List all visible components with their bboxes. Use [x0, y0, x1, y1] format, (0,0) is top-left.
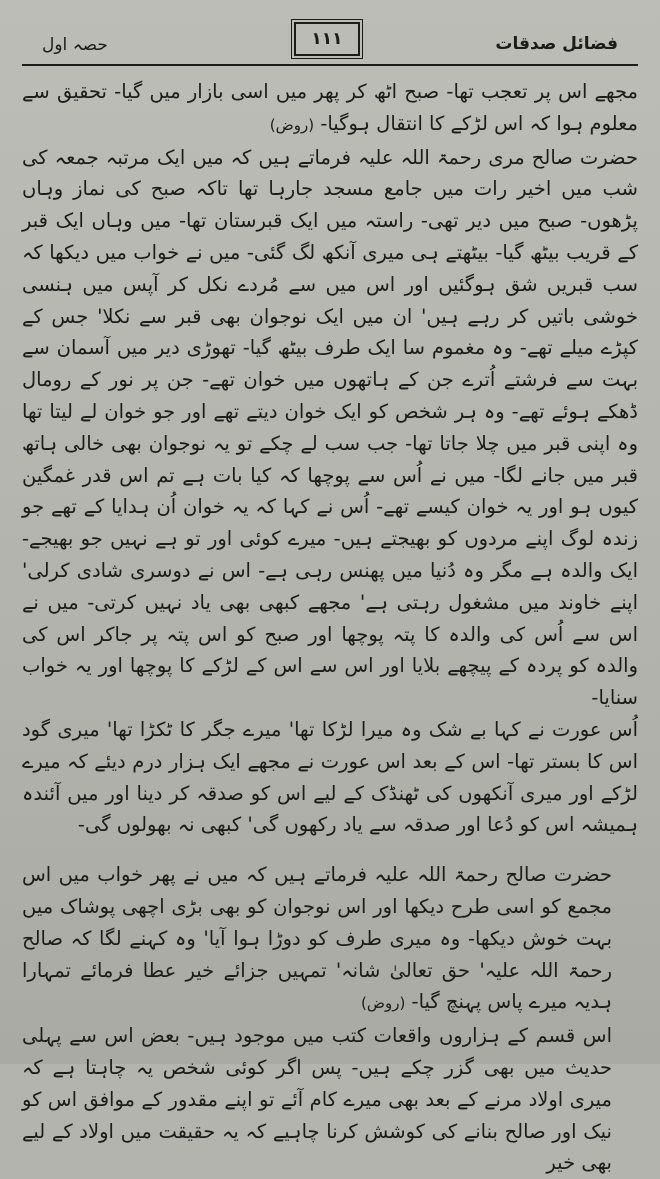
- reference-citation: (روض): [269, 115, 315, 134]
- section-label: حصہ اول: [42, 35, 108, 55]
- page-header: [0, 18, 660, 68]
- paragraph: اس قسم کے ہزاروں واقعات کتب میں موجود ہیں- بعض اس سے پہلی حدیث میں بھی گزر چکے ہیں- پس اگر کوئی شخص یہ چاہتا ہے کہ میری اولاد مرنے کے بعد بھی میرے کام آئے تو اپنے مقدور کے موافق اس کو نیک اور صالح بنانے کی کوشش کرنا چاہیے کہ یہ حقیقت میں اولاد کے لیے بھی خیر: [22, 1024, 612, 1175]
- paragraph: اُس عورت نے کہا بے شک وہ میرا لڑکا تھا' میرے جگر کا ٹکڑا تھا' میری گود اس کا بستر تھا- اس کے بعد اس عورت نے مجھے ایک ہزار درم دیئے کہ میرے لڑکے اور میری آنکھوں کی ٹھنڈک کے لیے اس کو صدقہ کر دینا اور میں آئندہ ہمیشہ اس کو دُعا اور صدقہ سے یاد رکھوں گی' کبھی نہ بھولوں گی-: [22, 717, 638, 837]
- page-body: [22, 76, 638, 1179]
- paragraph: [22, 859, 638, 1020]
- paragraph: حضرت صالح مری رحمۃ اللہ علیہ فرماتے ہیں کہ میں ایک مرتبہ جمعہ کی شب میں اخیر رات میں جامع مسجد جارہا تھا تاکہ صبح کی نماز وہاں پڑھوں- صبح میں دیر تھی- راستہ میں ایک قبرستان تھا- میں وہاں ایک قبر کے قریب بیٹھ گیا- بیٹھتے ہی میری آنکھ لگ گئی- میں نے خواب میں دیکھا کہ سب قبریں شق ہوگئیں اور اس میں سے مُردے نکل کر آپس میں ہنسی خوشی باتیں کر رہے ہیں' ان میں ایک نوجوان بھی قبر سے نکلا' جس کے کپڑے میلے تھے- وہ مغموم سا ایک طرف بیٹھ گیا- تھوڑی دیر میں آسمان سے بہت سے فرشتے اُترے جن کے ہاتھوں میں خوان تھے- جن پر نور کے رومال ڈھکے ہوئے تھے- وہ ہر شخص کو ایک خوان دیتے تھے اور جو خوان لے لیتا تھا وہ اپنی قبر میں چلا جاتا تھا- جب سب لے چکے تو یہ نوجوان بھی خالی ہاتھ قبر میں جانے لگا- میں نے اُس سے پوچھا کہ کیا بات ہے تم اس قدر غمگین کیوں ہو اور یہ خوان کیسے تھے- اُس نے کہا کہ یہ خوان اُن ہدایا کے تھے جو زندہ لوگ اپنے مردوں کو بھیجتے ہیں- میرے کوئی اور تو ہے نہیں جو بھیجے- ایک والدہ ہے مگر وہ دُنیا میں پھنس رہی ہے- اس نے دوسری شادی کرلی' اپنے خاوند میں مشغول رہتی ہے' مجھے کبھی بھی یاد نہیں کرتی- میں نے اس سے اُس کی والدہ کا پتہ پوچھا اور صبح کو اس پتہ پر جاکر اس کی والدہ کو پردہ کے پیچھے بلایا اور اس سے اس کے لڑکے کا پوچھا اور یہ خواب سنایا-: [22, 145, 638, 710]
- book-title: فضائل صدقات: [495, 34, 618, 54]
- page-number: ۱۱۱: [294, 22, 360, 56]
- paragraph-gap: [22, 841, 638, 859]
- reference-citation: (روض): [361, 994, 406, 1013]
- paragraph-text: حضرت صالح رحمۃ اللہ علیہ فرماتے ہیں کہ میں نے پھر خواب میں اس مجمع کو اسی طرح دیکھا اور اس نوجوان کو بھی بڑی اچھی پوشاک میں بہت خوش دیکھا- وہ میری طرف کو دوڑا ہوا آیا' وہ کہنے لگا کہ صالح رحمۃ اللہ علیہ' حق تعالیٰ شانہ' تمہیں جزائے خیر عطا فرمائے تمہارا ہدیہ میرے پاس پہنچ گیا-: [22, 863, 612, 1014]
- header-divider: [22, 64, 638, 66]
- paragraph-text: مجھے اس پر تعجب تھا- صبح اٹھ کر پھر میں اسی بازار میں گیا- تحقیق سے معلوم ہوا کہ اس لڑکے کا انتقال ہوگیا-: [22, 80, 638, 135]
- paragraph: [22, 76, 638, 142]
